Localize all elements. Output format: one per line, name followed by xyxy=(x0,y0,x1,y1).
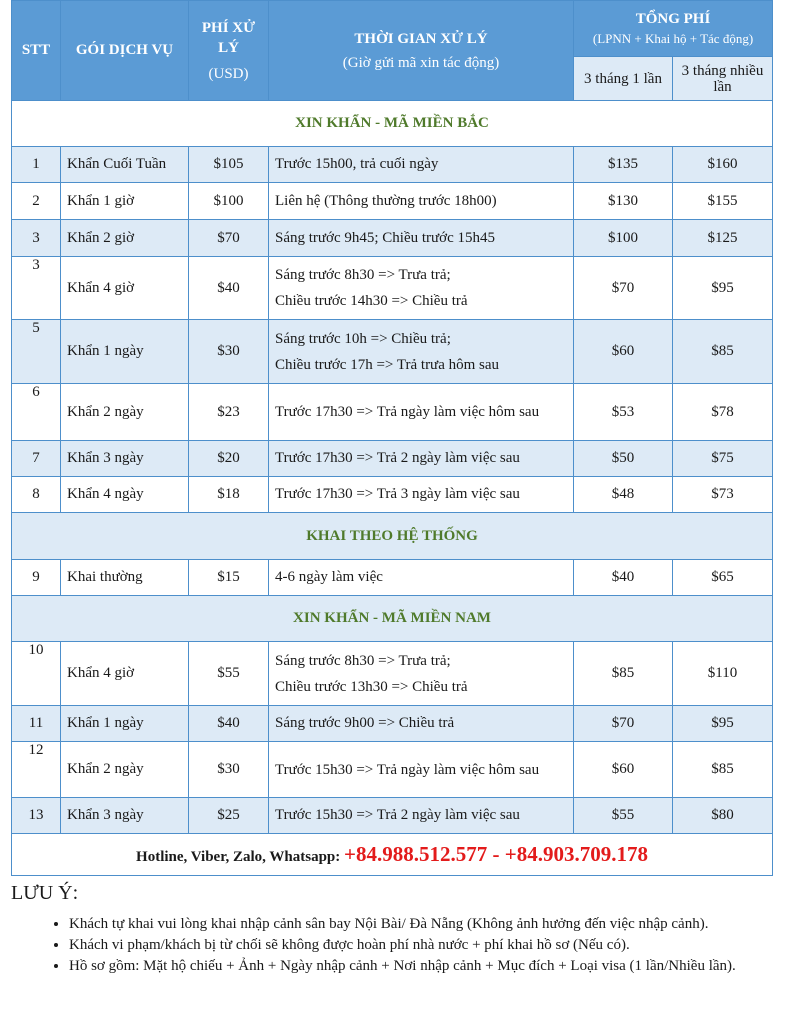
cell-multi: $95 xyxy=(673,257,773,320)
cell-time: Liên hệ (Thông thường trước 18h00) xyxy=(269,183,574,220)
cell-stt: 3 xyxy=(12,257,61,320)
cell-single: $70 xyxy=(574,257,673,320)
hotline-row xyxy=(12,834,773,876)
notes-title: LƯU Ý: xyxy=(11,882,79,904)
cell-stt: 12 xyxy=(12,742,61,798)
cell-single: $60 xyxy=(574,320,673,384)
cell-package: Khẩn 3 ngày xyxy=(61,798,189,834)
section-title: XIN KHẨN - MÃ MIỀN BẮC xyxy=(12,101,773,147)
table-row xyxy=(12,706,773,742)
cell-fee: $30 xyxy=(189,320,269,384)
cell-package: Khẩn 1 giờ xyxy=(61,183,189,220)
cell-package: Khai thường xyxy=(61,560,189,596)
cell-stt: 9 xyxy=(12,560,61,596)
cell-package: Khẩn 2 ngày xyxy=(61,742,189,798)
cell-single: $50 xyxy=(574,441,673,477)
table-row xyxy=(12,147,773,183)
cell-multi: $65 xyxy=(673,560,773,596)
cell-package: Khẩn Cuối Tuần xyxy=(61,147,189,183)
table-row xyxy=(12,798,773,834)
notes-section xyxy=(11,882,781,978)
price-table xyxy=(11,0,773,876)
cell-multi: $73 xyxy=(673,477,773,513)
cell-multi: $85 xyxy=(673,742,773,798)
cell-multi: $78 xyxy=(673,384,773,441)
cell-stt: 8 xyxy=(12,477,61,513)
cell-multi: $80 xyxy=(673,798,773,834)
table-row xyxy=(12,560,773,596)
cell-time: Trước 15h00, trả cuối ngày xyxy=(269,147,574,183)
table-row xyxy=(12,320,773,384)
cell-fee: $18 xyxy=(189,477,269,513)
section-header-north xyxy=(12,101,773,147)
cell-package: Khẩn 4 ngày xyxy=(61,477,189,513)
cell-single: $85 xyxy=(574,642,673,706)
section-header-south xyxy=(12,596,773,642)
cell-fee: $105 xyxy=(189,147,269,183)
header-fee-unit: (USD) xyxy=(208,65,249,82)
time-line: Chiều trước 17h => Trả trưa hôm sau xyxy=(275,356,500,373)
table-row xyxy=(12,642,773,706)
cell-single: $70 xyxy=(574,706,673,742)
header-fee xyxy=(189,1,269,101)
cell-multi: $155 xyxy=(673,183,773,220)
time-line: Sáng trước 8h30 => Trưa trả; xyxy=(275,652,451,669)
cell-single: $135 xyxy=(574,147,673,183)
section-title: XIN KHẨN - MÃ MIỀN NAM xyxy=(12,596,773,642)
time-line: Sáng trước 8h30 => Trưa trả; xyxy=(275,267,451,283)
note-item: • Khách vi phạm/khách bị từ chối sẽ không được hoàn phí nhà nước + phí khai hồ sơ (Nếu có). xyxy=(69,936,781,954)
time-line: Sáng trước 10h => Chiều trả; xyxy=(275,330,451,347)
cell-fee: $40 xyxy=(189,706,269,742)
header-stt: STT xyxy=(12,1,61,101)
cell-fee: $70 xyxy=(189,220,269,257)
cell-multi: $110 xyxy=(673,642,773,706)
cell-time: Trước 17h30 => Trả 3 ngày làm việc sau xyxy=(269,477,574,513)
cell-single: $100 xyxy=(574,220,673,257)
cell-package: Khẩn 2 ngày xyxy=(61,384,189,441)
cell-time xyxy=(269,257,574,320)
cell-stt: 13 xyxy=(12,798,61,834)
cell-single: $55 xyxy=(574,798,673,834)
cell-stt: 7 xyxy=(12,441,61,477)
cell-single: $53 xyxy=(574,384,673,441)
cell-stt: 1 xyxy=(12,147,61,183)
cell-multi: $160 xyxy=(673,147,773,183)
time-line: Chiều trước 13h30 => Chiều trả xyxy=(275,678,468,695)
section-header-system xyxy=(12,513,773,560)
header-total-note: (LPNN + Khai hộ + Tác động) xyxy=(592,30,754,46)
table-row xyxy=(12,220,773,257)
cell-time: Trước 17h30 => Trả 2 ngày làm việc sau xyxy=(269,441,574,477)
header-time-note: (Giờ gửi mã xin tác động) xyxy=(342,54,500,71)
table-row xyxy=(12,441,773,477)
cell-fee: $55 xyxy=(189,642,269,706)
header-total xyxy=(574,1,773,57)
table-row xyxy=(12,183,773,220)
notes-list xyxy=(11,915,781,975)
cell-package: Khẩn 4 giờ xyxy=(61,257,189,320)
header-package: GÓI DỊCH VỤ xyxy=(61,1,189,101)
time-line: Chiều trước 14h30 => Chiều trả xyxy=(275,293,468,309)
hotline-phones[interactable]: +84.988.512.577 - +84.903.709.178 xyxy=(344,842,648,866)
cell-multi: $125 xyxy=(673,220,773,257)
table-row xyxy=(12,384,773,441)
cell-single: $130 xyxy=(574,183,673,220)
cell-fee: $40 xyxy=(189,257,269,320)
cell-time xyxy=(269,320,574,384)
header-fee-title: PHÍ XỬ LÝ xyxy=(201,19,256,56)
note-item: • Khách tự khai vui lòng khai nhập cảnh sân bay Nội Bài/ Đà Nẵng (Không ảnh hưởng đến việc nhập cảnh). xyxy=(69,915,781,933)
table-row xyxy=(12,742,773,798)
cell-time xyxy=(269,642,574,706)
cell-time: Trước 17h30 => Trả ngày làm việc hôm sau xyxy=(269,384,574,441)
header-total-title: TỔNG PHÍ xyxy=(635,10,711,27)
cell-time: Sáng trước 9h00 => Chiều trả xyxy=(269,706,574,742)
cell-time: Trước 15h30 => Trả 2 ngày làm việc sau xyxy=(269,798,574,834)
cell-fee: $15 xyxy=(189,560,269,596)
cell-multi: $75 xyxy=(673,441,773,477)
cell-single: $40 xyxy=(574,560,673,596)
cell-time: Trước 15h30 => Trả ngày làm việc hôm sau xyxy=(269,742,574,798)
header-time-title: THỜI GIAN XỬ LÝ xyxy=(354,30,488,47)
cell-package: Khẩn 2 giờ xyxy=(61,220,189,257)
table-row xyxy=(12,477,773,513)
header-time xyxy=(269,1,574,101)
note-item: • Hồ sơ gồm: Mặt hộ chiếu + Ảnh + Ngày nhập cảnh + Nơi nhập cảnh + Mục đích + Loại visa (1 lần/Nhiều lần). xyxy=(69,957,781,975)
cell-package: Khẩn 4 giờ xyxy=(61,642,189,706)
cell-fee: $100 xyxy=(189,183,269,220)
cell-fee: $25 xyxy=(189,798,269,834)
cell-fee: $20 xyxy=(189,441,269,477)
table-row xyxy=(12,257,773,320)
cell-multi: $85 xyxy=(673,320,773,384)
cell-time: 4-6 ngày làm việc xyxy=(269,560,574,596)
hotline-cell xyxy=(12,834,773,876)
cell-stt: 3 xyxy=(12,220,61,257)
cell-package: Khẩn 1 ngày xyxy=(61,706,189,742)
header-total-single: 3 tháng 1 lần xyxy=(574,57,673,101)
hotline-label: Hotline, Viber, Zalo, Whatsapp: xyxy=(136,849,345,865)
header-total-multi: 3 tháng nhiều lần xyxy=(673,57,773,101)
cell-package: Khẩn 3 ngày xyxy=(61,441,189,477)
cell-stt: 11 xyxy=(12,706,61,742)
cell-stt: 5 xyxy=(12,320,61,384)
cell-fee: $30 xyxy=(189,742,269,798)
cell-stt: 10 xyxy=(12,642,61,706)
cell-package: Khẩn 1 ngày xyxy=(61,320,189,384)
cell-stt: 2 xyxy=(12,183,61,220)
cell-time: Sáng trước 9h45; Chiều trước 15h45 xyxy=(269,220,574,257)
cell-stt: 6 xyxy=(12,384,61,441)
section-title: KHAI THEO HỆ THỐNG xyxy=(12,513,773,560)
cell-multi: $95 xyxy=(673,706,773,742)
cell-single: $48 xyxy=(574,477,673,513)
cell-single: $60 xyxy=(574,742,673,798)
cell-fee: $23 xyxy=(189,384,269,441)
